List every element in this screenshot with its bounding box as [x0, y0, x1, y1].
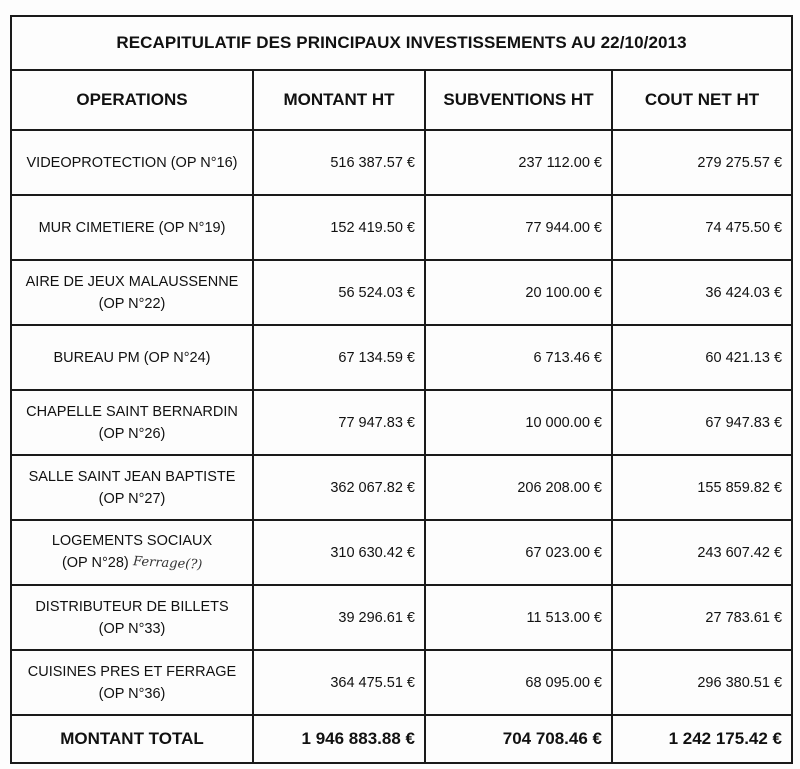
operation-cell [11, 195, 253, 260]
subventions-cell: 67 023.00 € [425, 520, 612, 585]
montant-cell: 364 475.51 € [253, 650, 425, 715]
operation-cell [11, 585, 253, 650]
subventions-cell: 206 208.00 € [425, 455, 612, 520]
cout-cell: 36 424.03 € [612, 260, 792, 325]
operation-name: MUR CIMETIERE (OP N°19) [38, 219, 226, 236]
operation-number: (OP N°28) [61, 555, 129, 571]
operation-name: SALLE SAINT JEAN BAPTISTE [28, 468, 236, 485]
subventions-cell: 6 713.46 € [425, 325, 612, 390]
handwritten-note: Ferrage(?) [132, 554, 203, 573]
operation-number: (OP N°26) [98, 425, 166, 442]
subventions-cell: 237 112.00 € [425, 130, 612, 195]
montant-cell: 39 296.61 € [253, 585, 425, 650]
operation-cell [11, 260, 253, 325]
table-row [11, 585, 792, 650]
operation-name: CUISINES PRES ET FERRAGE [27, 663, 237, 680]
subventions-cell: 68 095.00 € [425, 650, 612, 715]
table-row [11, 130, 792, 195]
operation-number-line [12, 423, 252, 445]
operation-number-line [12, 683, 252, 705]
operation-number: (OP N°33) [98, 620, 166, 637]
subventions-cell: 20 100.00 € [425, 260, 612, 325]
subventions-cell: 11 513.00 € [425, 585, 612, 650]
header-subventions: SUBVENTIONS HT [425, 70, 612, 130]
operation-name: CHAPELLE SAINT BERNARDIN [26, 403, 238, 420]
operation-cell [11, 650, 253, 715]
table-row [11, 390, 792, 455]
cout-cell: 296 380.51 € [612, 650, 792, 715]
operation-cell [11, 130, 253, 195]
montant-cell: 516 387.57 € [253, 130, 425, 195]
table-row [11, 325, 792, 390]
cout-cell: 155 859.82 € [612, 455, 792, 520]
montant-cell: 310 630.42 € [253, 520, 425, 585]
operation-name: BUREAU PM (OP N°24) [53, 349, 211, 366]
operation-number: (OP N°36) [98, 685, 166, 702]
table-row [11, 455, 792, 520]
montant-cell: 152 419.50 € [253, 195, 425, 260]
table-row [11, 195, 792, 260]
cout-cell: 279 275.57 € [612, 130, 792, 195]
table-row [11, 520, 792, 585]
cout-cell: 243 607.42 € [612, 520, 792, 585]
header-cout: COUT NET HT [612, 70, 792, 130]
operation-name: DISTRIBUTEUR DE BILLETS [35, 598, 229, 615]
header-montant: MONTANT HT [253, 70, 425, 130]
header-operations: OPERATIONS [11, 70, 253, 130]
subventions-cell: 10 000.00 € [425, 390, 612, 455]
cout-cell: 60 421.13 € [612, 325, 792, 390]
total-row [11, 715, 792, 763]
cout-cell: 74 475.50 € [612, 195, 792, 260]
montant-cell: 67 134.59 € [253, 325, 425, 390]
operation-number-line [12, 552, 252, 575]
montant-cell: 362 067.82 € [253, 455, 425, 520]
operation-number: (OP N°22) [98, 295, 166, 312]
total-montant: 1 946 883.88 € [253, 715, 425, 763]
investments-table [10, 15, 793, 764]
operation-number-line [12, 618, 252, 640]
operation-number-line [12, 293, 252, 315]
total-subventions: 704 708.46 € [425, 715, 612, 763]
header-row [11, 70, 792, 130]
operation-number-line [12, 488, 252, 510]
operation-cell [11, 325, 253, 390]
table-body [11, 130, 792, 715]
operation-number: (OP N°27) [98, 490, 166, 507]
table-row [11, 260, 792, 325]
operation-cell [11, 390, 253, 455]
table-row [11, 650, 792, 715]
subventions-cell: 77 944.00 € [425, 195, 612, 260]
cout-cell: 67 947.83 € [612, 390, 792, 455]
montant-cell: 77 947.83 € [253, 390, 425, 455]
total-label: MONTANT TOTAL [11, 715, 253, 763]
operation-cell [11, 455, 253, 520]
total-cout: 1 242 175.42 € [612, 715, 792, 763]
operation-cell [11, 520, 253, 585]
table-title: RECAPITULATIF DES PRINCIPAUX INVESTISSEMENTS AU 22/10/2013 [11, 16, 792, 70]
operation-name: LOGEMENTS SOCIAUX [51, 533, 213, 549]
operation-name: VIDEOPROTECTION (OP N°16) [26, 154, 238, 171]
operation-name: AIRE DE JEUX MALAUSSENNE [25, 273, 239, 290]
montant-cell: 56 524.03 € [253, 260, 425, 325]
cout-cell: 27 783.61 € [612, 585, 792, 650]
